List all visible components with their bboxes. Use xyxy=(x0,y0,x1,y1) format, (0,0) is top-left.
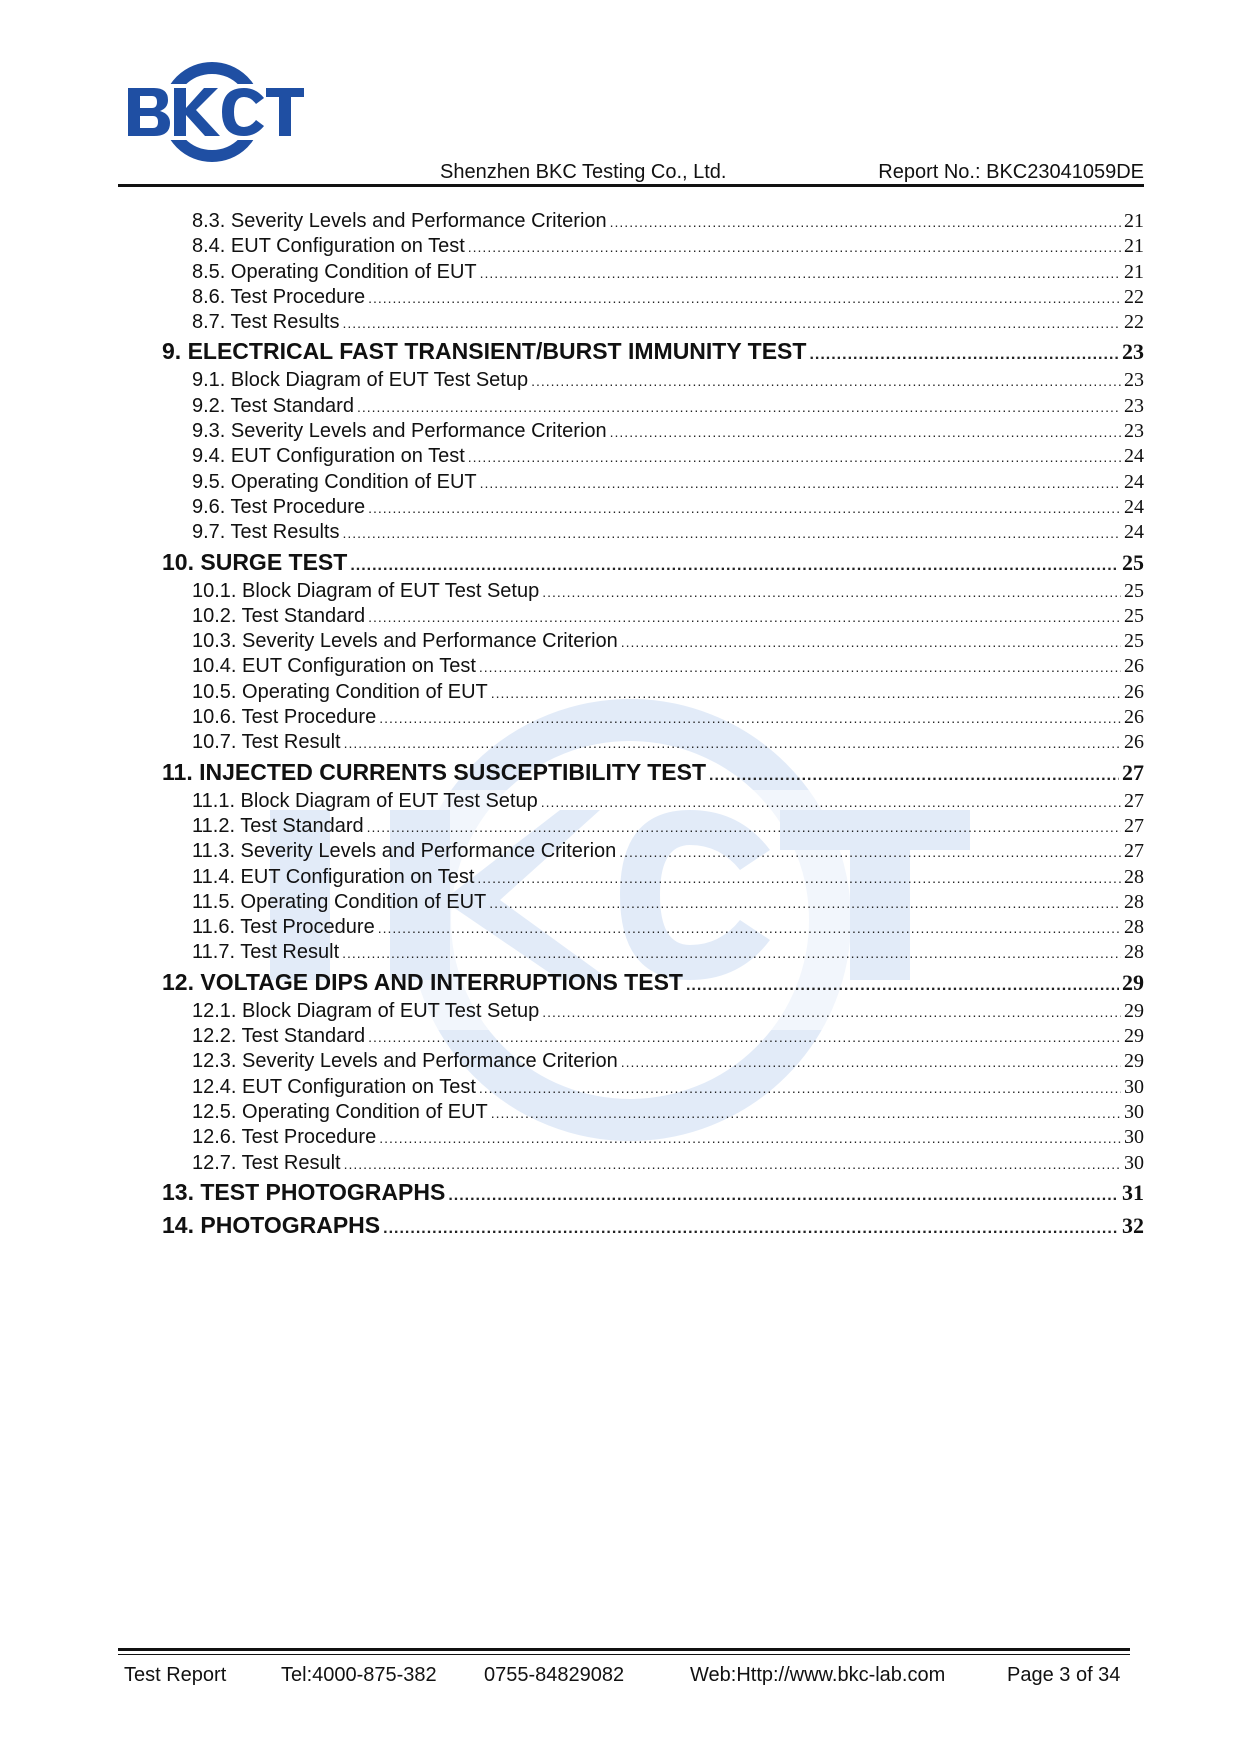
toc-subsection-entry[interactable] xyxy=(162,916,1144,941)
toc-subsection-entry[interactable] xyxy=(162,496,1144,521)
toc-entry-label: 12.3. Severity Levels and Performance Criterion xyxy=(192,1050,618,1073)
toc-entry-label: 11.7. Test Result xyxy=(192,941,340,964)
footer-web: Web:Http://www.bkc-lab.com xyxy=(690,1664,946,1686)
toc-leader-dots xyxy=(468,449,1121,465)
toc-entry-label: 12.5. Operating Condition of EUT xyxy=(192,1100,488,1123)
toc-section-entry[interactable] xyxy=(162,1212,1144,1243)
toc-entry-label: 12. VOLTAGE DIPS AND INTERRUPTIONS TEST xyxy=(162,968,683,995)
toc-subsection-entry[interactable] xyxy=(162,790,1144,815)
toc-entry-page: 21 xyxy=(1124,260,1144,283)
toc-leader-dots xyxy=(809,346,1119,364)
toc-entry-label: 10.7. Test Result xyxy=(192,731,341,754)
toc-leader-dots xyxy=(368,1029,1121,1045)
toc-entry-page: 30 xyxy=(1124,1075,1144,1098)
toc-entry-label: 10.6. Test Procedure xyxy=(192,706,377,729)
toc-entry-page: 27 xyxy=(1124,840,1144,863)
toc-section-entry[interactable] xyxy=(162,549,1144,580)
toc-leader-dots xyxy=(610,214,1121,230)
toc-leader-dots xyxy=(344,1156,1121,1172)
toc-section-entry[interactable] xyxy=(162,969,1144,1000)
footer-rule-thin xyxy=(118,1654,1130,1655)
toc-entry-label: 9.7. Test Results xyxy=(192,521,340,544)
toc-subsection-entry[interactable] xyxy=(162,681,1144,706)
footer-tel: Tel:4000-875-382 xyxy=(281,1664,437,1686)
toc-leader-dots xyxy=(480,475,1121,491)
toc-leader-dots xyxy=(479,659,1121,675)
toc-entry-label: 12.6. Test Procedure xyxy=(192,1126,377,1149)
toc-leader-dots xyxy=(621,1054,1121,1070)
toc-entry-label: 10. SURGE TEST xyxy=(162,548,348,575)
toc-subsection-entry[interactable] xyxy=(162,235,1144,260)
toc-entry-page: 28 xyxy=(1124,865,1144,888)
toc-entry-label: 10.2. Test Standard xyxy=(192,604,366,627)
toc-entry-label: 9.4. EUT Configuration on Test xyxy=(192,445,465,468)
toc-entry-page: 25 xyxy=(1124,604,1144,627)
toc-leader-dots xyxy=(368,290,1121,306)
toc-entry-page: 23 xyxy=(1122,339,1144,365)
toc-subsection-entry[interactable] xyxy=(162,605,1144,630)
toc-entry-label: 10.4. EUT Configuration on Test xyxy=(192,655,476,678)
toc-entry-label: 12.2. Test Standard xyxy=(192,1025,366,1048)
toc-subsection-entry[interactable] xyxy=(162,445,1144,470)
toc-subsection-entry[interactable] xyxy=(162,655,1144,680)
toc-subsection-entry[interactable] xyxy=(162,1025,1144,1050)
toc-leader-dots xyxy=(350,557,1119,575)
toc-entry-label: 12.7. Test Result xyxy=(192,1151,341,1174)
toc-subsection-entry[interactable] xyxy=(162,866,1144,891)
toc-entry-label: 8.3. Severity Levels and Performance Criterion xyxy=(192,210,607,232)
toc-subsection-entry[interactable] xyxy=(162,395,1144,420)
toc-entry-page: 26 xyxy=(1124,680,1144,703)
toc-entry-page: 30 xyxy=(1124,1126,1144,1149)
toc-leader-dots xyxy=(357,399,1121,415)
toc-entry-page: 30 xyxy=(1124,1151,1144,1174)
toc-entry-page: 31 xyxy=(1122,1179,1144,1205)
toc-entry-page: 25 xyxy=(1122,549,1144,575)
toc-entry-label: 8.5. Operating Condition of EUT xyxy=(192,260,477,283)
toc-entry-page: 23 xyxy=(1124,420,1144,443)
toc-leader-dots xyxy=(368,500,1121,516)
toc-leader-dots xyxy=(479,1080,1121,1096)
toc-entry-page: 27 xyxy=(1122,759,1144,785)
toc-entry-label: 8.7. Test Results xyxy=(192,311,340,334)
header-rule xyxy=(118,184,1144,187)
toc-entry-page: 22 xyxy=(1124,285,1144,308)
toc-entry-page: 27 xyxy=(1124,789,1144,812)
toc-leader-dots xyxy=(491,1105,1121,1121)
toc-leader-dots xyxy=(531,373,1121,389)
toc-subsection-entry[interactable] xyxy=(162,840,1144,865)
toc-leader-dots xyxy=(342,945,1121,961)
toc-leader-dots xyxy=(477,870,1121,886)
logo-text: BKCT xyxy=(124,60,127,61)
toc-entry-label: 10.3. Severity Levels and Performance Criterion xyxy=(192,630,618,653)
toc-subsection-entry[interactable] xyxy=(162,1152,1144,1177)
toc-subsection-entry[interactable] xyxy=(162,891,1144,916)
toc-subsection-entry[interactable] xyxy=(162,706,1144,731)
toc-leader-dots xyxy=(480,265,1121,281)
toc-entry-page: 21 xyxy=(1124,235,1144,258)
toc-entry-label: 9.5. Operating Condition of EUT xyxy=(192,470,477,493)
toc-leader-dots xyxy=(542,1004,1121,1020)
toc-subsection-entry[interactable] xyxy=(162,1126,1144,1151)
toc-entry-page: 24 xyxy=(1124,521,1144,544)
toc-entry-label: 11.2. Test Standard xyxy=(192,814,364,837)
toc-leader-dots xyxy=(368,609,1121,625)
toc-entry-label: 8.6. Test Procedure xyxy=(192,285,366,308)
toc-subsection-entry[interactable] xyxy=(162,630,1144,655)
toc-leader-dots xyxy=(542,584,1121,600)
toc-section-entry[interactable] xyxy=(162,338,1144,369)
toc-entry-page: 23 xyxy=(1124,394,1144,417)
toc-entry-page: 32 xyxy=(1122,1212,1144,1238)
toc-entry-label: 12.1. Block Diagram of EUT Test Setup xyxy=(192,999,540,1022)
toc-entry-page: 26 xyxy=(1124,731,1144,754)
toc-entry-page: 25 xyxy=(1124,630,1144,653)
toc-entry-label: 9. ELECTRICAL FAST TRANSIENT/BURST IMMUNITY TEST xyxy=(162,338,807,365)
footer-page-number: Page 3 of 34 xyxy=(1007,1664,1121,1686)
toc-leader-dots xyxy=(686,977,1119,995)
toc-entry-label: 9.6. Test Procedure xyxy=(192,495,366,518)
toc-entry-page: 29 xyxy=(1122,969,1144,995)
toc-entry-label: 9.2. Test Standard xyxy=(192,394,354,417)
toc-subsection-entry[interactable] xyxy=(162,420,1144,445)
toc-entry-label: 8.4. EUT Configuration on Test xyxy=(192,235,465,258)
toc-entry-label: 11. INJECTED CURRENTS SUSCEPTIBILITY TEST xyxy=(162,758,707,785)
bkct-logo xyxy=(124,60,304,172)
toc-entry-page: 27 xyxy=(1124,814,1144,837)
toc-leader-dots xyxy=(619,844,1121,860)
toc-subsection-entry[interactable] xyxy=(162,311,1144,336)
toc-leader-dots xyxy=(468,239,1121,255)
toc-leader-dots xyxy=(342,525,1121,541)
toc-subsection-entry[interactable] xyxy=(162,1076,1144,1101)
toc-entry-page: 25 xyxy=(1124,579,1144,602)
toc-entry-label: 11.6. Test Procedure xyxy=(192,916,375,939)
toc-entry-page: 24 xyxy=(1124,470,1144,493)
toc-entry-page: 24 xyxy=(1124,495,1144,518)
toc-entry-page: 28 xyxy=(1124,890,1144,913)
toc-leader-dots xyxy=(541,794,1121,810)
toc-subsection-entry[interactable] xyxy=(162,521,1144,546)
toc-section-entry[interactable] xyxy=(162,759,1144,790)
toc-entry-label: 14. PHOTOGRAPHS xyxy=(162,1211,381,1238)
toc-entry-label: 10.5. Operating Condition of EUT xyxy=(192,680,488,703)
footer-rule xyxy=(118,1648,1130,1651)
toc-leader-dots xyxy=(489,895,1121,911)
toc-entry-page: 24 xyxy=(1124,445,1144,468)
toc-leader-dots xyxy=(367,819,1121,835)
toc-subsection-entry[interactable] xyxy=(162,580,1144,605)
toc-subsection-entry[interactable] xyxy=(162,815,1144,840)
toc-entry-label: 12.4. EUT Configuration on Test xyxy=(192,1075,476,1098)
toc-entry-label: 11.5. Operating Condition of EUT xyxy=(192,890,487,913)
toc-leader-dots xyxy=(621,634,1121,650)
toc-subsection-entry[interactable] xyxy=(162,261,1144,286)
toc-entry-label: 10.1. Block Diagram of EUT Test Setup xyxy=(192,579,540,602)
toc-leader-dots xyxy=(379,710,1121,726)
toc-leader-dots xyxy=(709,767,1119,785)
toc-section-entry[interactable] xyxy=(162,1179,1144,1210)
toc-subsection-entry[interactable] xyxy=(162,1101,1144,1126)
toc-entry-page: 21 xyxy=(1124,210,1144,232)
toc-entry-page: 28 xyxy=(1124,916,1144,939)
toc-leader-dots xyxy=(379,1130,1121,1146)
toc-entry-page: 28 xyxy=(1124,941,1144,964)
table-of-contents xyxy=(162,210,1144,1243)
toc-entry-page: 29 xyxy=(1124,1050,1144,1073)
toc-entry-label: 11.3. Severity Levels and Performance Criterion xyxy=(192,840,617,863)
toc-leader-dots xyxy=(448,1187,1119,1205)
toc-entry-label: 9.3. Severity Levels and Performance Criterion xyxy=(192,420,607,443)
toc-leader-dots xyxy=(610,424,1121,440)
toc-subsection-entry[interactable] xyxy=(162,1000,1144,1025)
toc-entry-page: 23 xyxy=(1124,369,1144,392)
toc-subsection-entry[interactable] xyxy=(162,369,1144,394)
toc-subsection-entry[interactable] xyxy=(162,1050,1144,1075)
toc-entry-page: 26 xyxy=(1124,655,1144,678)
toc-subsection-entry[interactable] xyxy=(162,731,1144,756)
toc-leader-dots xyxy=(378,920,1121,936)
header-company: Shenzhen BKC Testing Co., Ltd. xyxy=(440,161,727,183)
toc-entry-label: 11.1. Block Diagram of EUT Test Setup xyxy=(192,789,538,812)
toc-subsection-entry[interactable] xyxy=(162,286,1144,311)
toc-entry-page: 22 xyxy=(1124,311,1144,334)
header-report-no: Report No.: BKC23041059DE xyxy=(878,161,1144,183)
toc-entry-page: 30 xyxy=(1124,1100,1144,1123)
toc-entry-page: 29 xyxy=(1124,1025,1144,1048)
toc-leader-dots xyxy=(344,735,1121,751)
toc-subsection-entry[interactable] xyxy=(162,210,1144,235)
toc-entry-page: 26 xyxy=(1124,706,1144,729)
toc-leader-dots xyxy=(383,1220,1119,1238)
toc-leader-dots xyxy=(491,685,1121,701)
toc-entry-label: 9.1. Block Diagram of EUT Test Setup xyxy=(192,369,529,392)
toc-entry-page: 29 xyxy=(1124,999,1144,1022)
toc-subsection-entry[interactable] xyxy=(162,941,1144,966)
toc-leader-dots xyxy=(342,315,1121,331)
footer-phone: 0755-84829082 xyxy=(484,1664,625,1686)
footer-title: Test Report xyxy=(124,1664,227,1686)
toc-entry-label: 13. TEST PHOTOGRAPHS xyxy=(162,1178,446,1205)
toc-subsection-entry[interactable] xyxy=(162,471,1144,496)
toc-entry-label: 11.4. EUT Configuration on Test xyxy=(192,865,475,888)
